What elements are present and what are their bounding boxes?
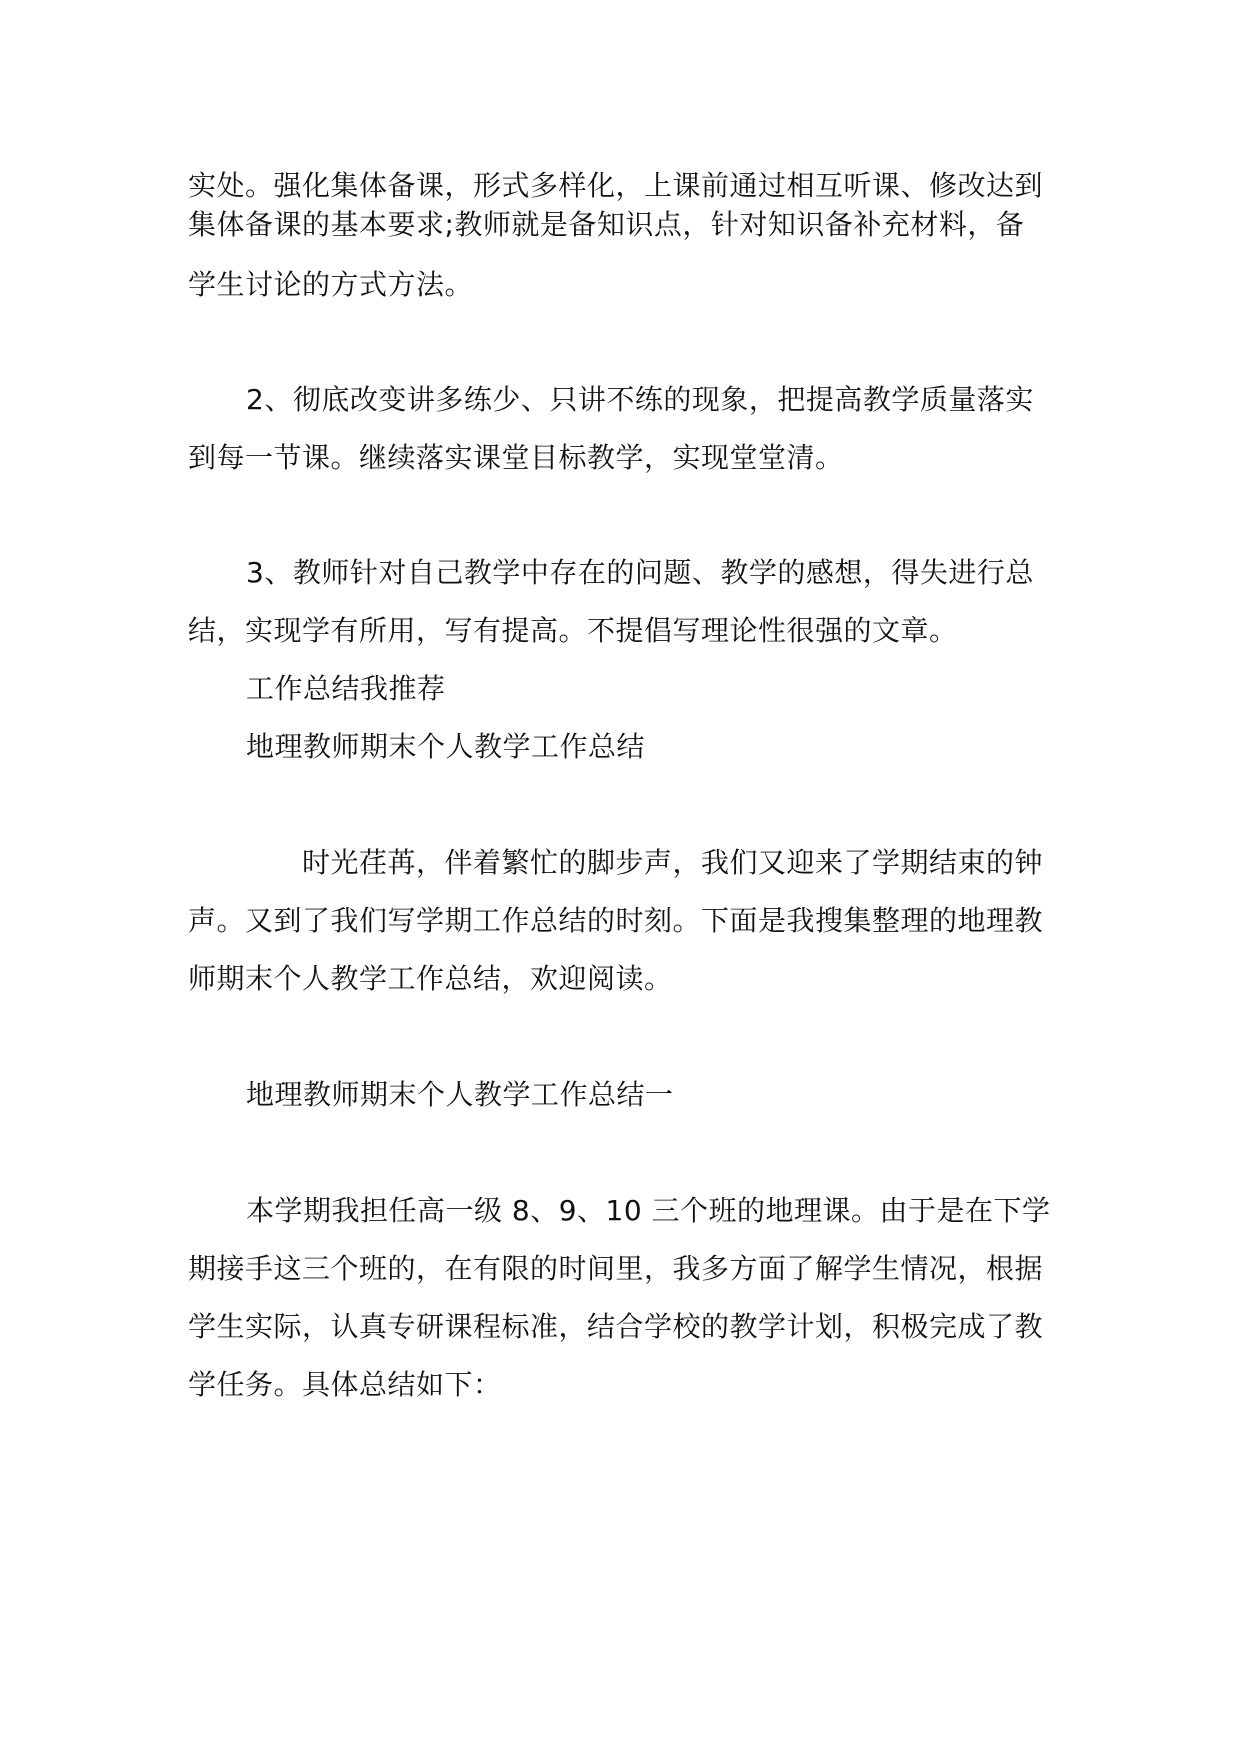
paragraph-line: 结，实现学有所用，写有提高。不提倡写理论性很强的文章。	[188, 614, 958, 647]
paragraph-line: 3、教师针对自己教学中存在的问题、教学的感想，得失进行总	[246, 556, 1034, 589]
paragraph-line: 学任务。具体总结如下：	[188, 1368, 502, 1401]
paragraph-line: 2、彻底改变讲多练少、只讲不练的现象，把提高教学质量落实	[246, 383, 1034, 416]
paragraph-line: 声。又到了我们写学期工作总结的时刻。下面是我搜集整理的地理教	[188, 904, 1044, 937]
section-heading: 工作总结我推荐	[246, 672, 446, 705]
paragraph-line: 师期末个人教学工作总结，欢迎阅读。	[188, 962, 673, 995]
section-heading: 地理教师期末个人教学工作总结一	[246, 1078, 674, 1111]
paragraph-line: 时光荏苒，伴着繁忙的脚步声，我们又迎来了学期结束的钟	[302, 846, 1044, 879]
paragraph-line: 到每一节课。继续落实课堂目标教学，实现堂堂清。	[188, 441, 844, 474]
paragraph-line: 实处。强化集体备课，形式多样化，上课前通过相互听课、修改达到	[188, 169, 1044, 202]
article-title: 地理教师期末个人教学工作总结	[246, 730, 646, 763]
paragraph-line: 本学期我担任高一级 8、9、10 三个班的地理课。由于是在下学	[246, 1194, 1051, 1227]
paragraph-line: 期接手这三个班的，在有限的时间里，我多方面了解学生情况，根据	[188, 1252, 1044, 1285]
paragraph-line: 学生讨论的方式方法。	[188, 268, 474, 301]
paragraph-line: 学生实际，认真专研课程标准，结合学校的教学计划，积极完成了教	[188, 1310, 1044, 1343]
paragraph-line: 集体备课的基本要求;教师就是备知识点，针对知识备补充材料，备	[188, 208, 1025, 241]
